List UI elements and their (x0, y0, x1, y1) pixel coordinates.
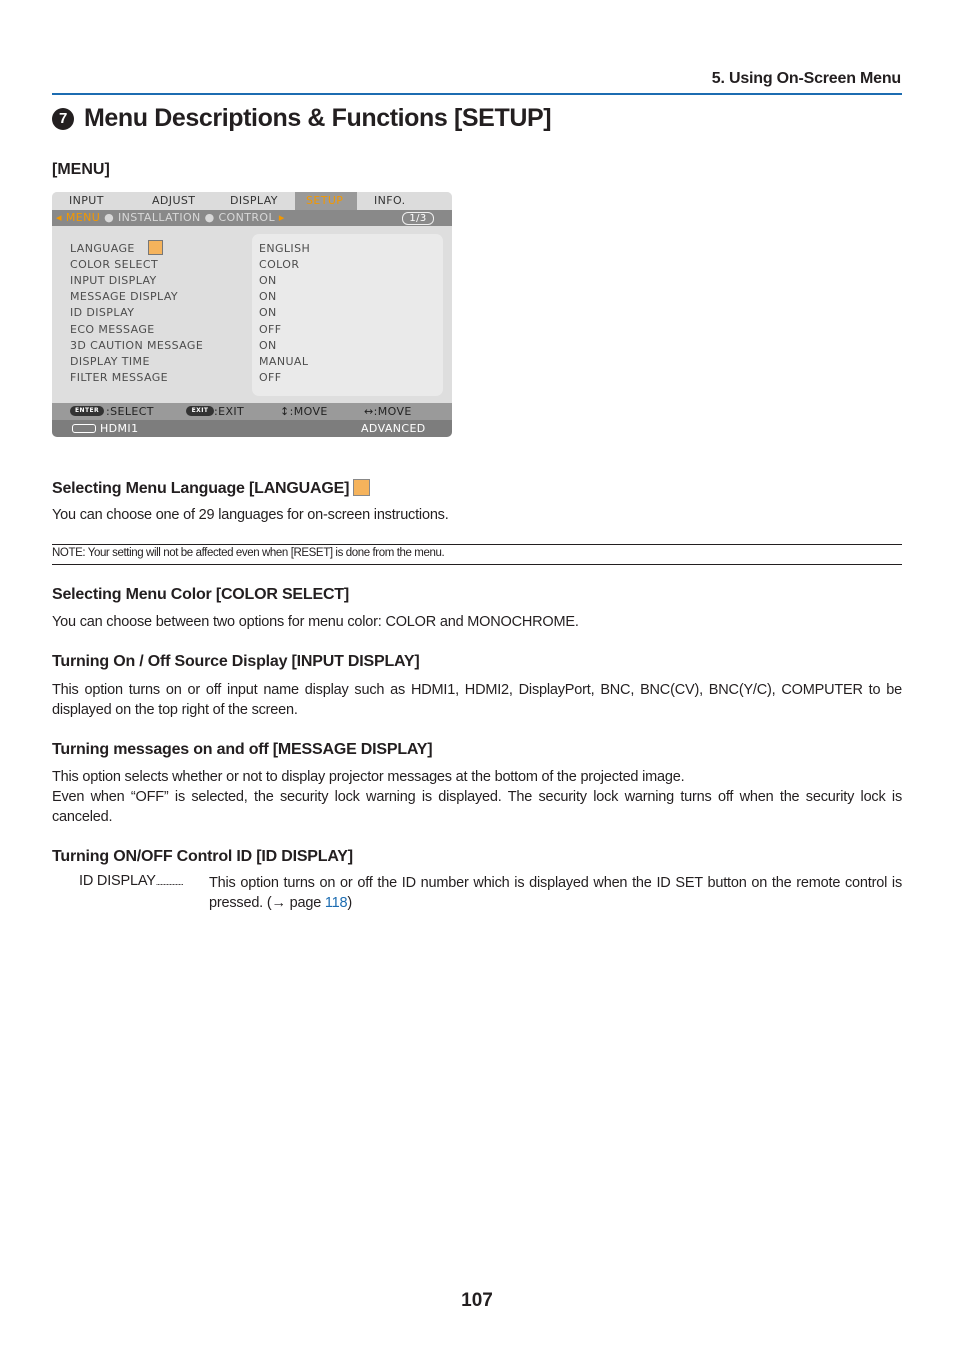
osd-right-arrow-icon: ▸ (278, 211, 285, 224)
input-display-heading: Turning On / Off Source Display [INPUT DISPLAY] (52, 653, 420, 670)
note-bottom-rule (52, 564, 902, 565)
osd-row-value: ON (259, 274, 277, 287)
osd-dot-icon: ● (204, 211, 219, 224)
osd-tab-info: INFO. (374, 194, 406, 207)
header-rule (52, 93, 902, 95)
hdmi-icon (72, 424, 96, 433)
language-heading (52, 479, 370, 498)
osd-row-value: ENGLISH (259, 242, 311, 255)
osd-footer-move-vertical: ↕:MOVE (280, 405, 328, 418)
language-icon (148, 240, 163, 255)
osd-menu-body (52, 226, 452, 403)
osd-tab-setup: SETUP (295, 192, 357, 210)
osd-row-label: DISPLAY TIME (70, 355, 150, 368)
exit-key-icon: EXIT (186, 406, 214, 416)
osd-row-label: FILTER MESSAGE (70, 371, 169, 384)
osd-status-bar (52, 420, 452, 437)
osd-subtab-control: CONTROL (218, 211, 275, 224)
osd-row-value: OFF (259, 323, 282, 336)
page-number: 107 (461, 1290, 493, 1311)
osd-status-mode: ADVANCED (361, 422, 426, 435)
osd-row-value: ON (259, 290, 277, 303)
language-note: NOTE: Your setting will not be affected even when [RESET] is done from the menu. (52, 547, 445, 559)
osd-subtab-bar (52, 210, 452, 226)
language-heading-text: Selecting Menu Language [LANGUAGE] (52, 480, 350, 497)
color-select-body: You can choose between two options for menu color: COLOR and MONOCHROME. (52, 614, 579, 630)
osd-tab-bar (52, 192, 452, 210)
osd-subtab-installation: INSTALLATION (117, 211, 201, 224)
osd-tab-input: INPUT (69, 194, 104, 207)
section-title-text: Menu Descriptions & Functions [SETUP] (84, 104, 552, 132)
message-display-body-2: Even when “OFF” is selected, the security lock warning is displayed. The security lock warning turns off when the security lock is canceled. (52, 789, 902, 825)
chapter-title: 5. Using On-Screen Menu (711, 70, 901, 87)
note-top-rule (52, 544, 902, 545)
section-title (52, 104, 551, 133)
osd-left-arrow-icon: ◂ (56, 211, 66, 224)
osd-menu-screenshot (52, 192, 452, 437)
osd-row-value: OFF (259, 371, 282, 384)
id-display-label: ID DISPLAY (79, 873, 156, 889)
osd-footer-select: :SELECT (106, 405, 154, 418)
enter-key-icon: ENTER (70, 406, 104, 416)
osd-row-label: MESSAGE DISPLAY (70, 290, 179, 303)
message-display-heading: Turning messages on and off [MESSAGE DISPLAY] (52, 741, 433, 758)
input-display-body: This option turns on or off input name display such as HDMI1, HDMI2, DisplayPort, BNC, BNC(CV), BNC(Y/C), COMPUTER to be displayed on the top right of the screen. (52, 682, 902, 718)
osd-row-value: ON (259, 339, 277, 352)
osd-row-label: ID DISPLAY (70, 306, 135, 319)
osd-row-value: MANUAL (259, 355, 309, 368)
osd-row-label: INPUT DISPLAY (70, 274, 157, 287)
osd-row-label: 3D CAUTION MESSAGE (70, 339, 204, 352)
osd-footer-exit: :EXIT (214, 405, 245, 418)
id-display-heading: Turning ON/OFF Control ID [ID DISPLAY] (52, 848, 353, 865)
osd-row-label: LANGUAGE (70, 242, 135, 255)
osd-row-label: ECO MESSAGE (70, 323, 155, 336)
osd-subtab-menu: MENU (65, 211, 101, 224)
section-number-badge: 7 (52, 108, 74, 130)
osd-row-value: COLOR (259, 258, 300, 271)
osd-tab-display: DISPLAY (230, 194, 278, 207)
osd-footer-move-horizontal: ↔:MOVE (364, 405, 412, 418)
menu-heading: [MENU] (52, 161, 110, 178)
message-display-body-1: This option selects whether or not to display projector messages at the bottom of the projected image. (52, 769, 685, 785)
osd-footer (52, 403, 452, 420)
osd-dot-icon: ● (104, 211, 118, 224)
color-select-heading: Selecting Menu Color [COLOR SELECT] (52, 586, 350, 603)
osd-page-indicator: 1/3 (402, 212, 434, 225)
osd-status-input: HDMI1 (100, 422, 139, 435)
leader-dots: .................. (155, 877, 183, 887)
osd-row-value: ON (259, 306, 277, 319)
id-display-desc-end: ) (347, 895, 353, 911)
id-display-desc-text: This option turns on or off the ID number which is displayed when the ID SET button on the remote control is pressed. (→ page (209, 875, 902, 911)
language-body: You can choose one of 29 languages for on-screen instructions. (52, 507, 449, 523)
id-display-desc (209, 873, 902, 913)
osd-row-label: COLOR SELECT (70, 258, 159, 271)
language-icon (353, 479, 370, 496)
osd-tab-adjust: ADJUST (152, 194, 196, 207)
page-link[interactable]: 118 (324, 895, 348, 911)
id-display-term (79, 873, 183, 889)
